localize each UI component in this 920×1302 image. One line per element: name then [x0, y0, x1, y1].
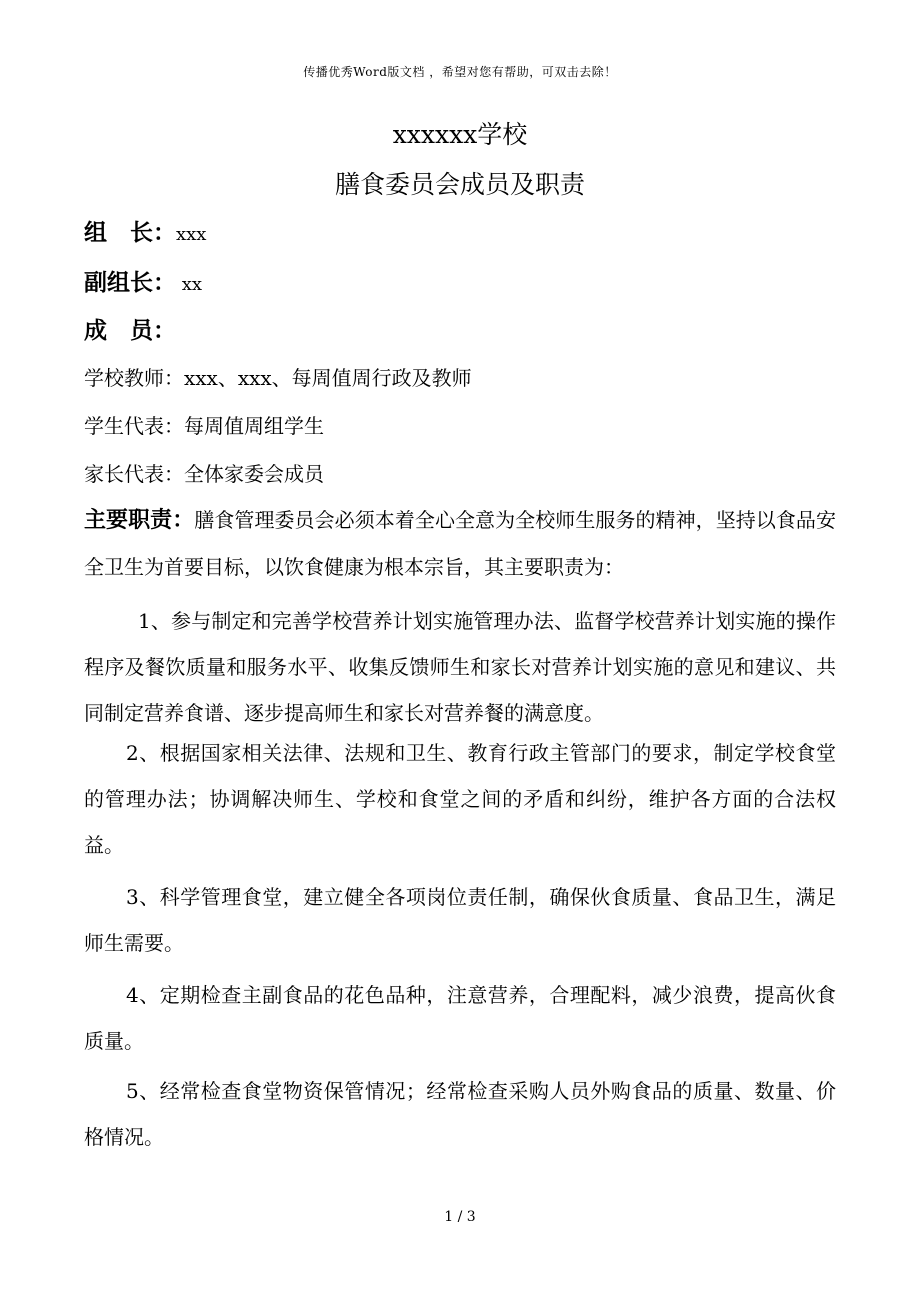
duty-item-5: 5、经常检查食堂物资保管情况；经常检查采购人员外购食品的质量、数量、价格情况。	[84, 1079, 836, 1149]
deputy-value: xx	[176, 274, 203, 295]
duty-item-2: 2、根据国家相关法律、法规和卫生、教育行政主管部门的要求，制定学校食堂的管理办法；协调解决师生、学校和食堂之间的矛盾和纠纷，维护各方面的合法权益。	[84, 741, 836, 857]
school-title: xxxxxx学校	[392, 120, 528, 149]
deputy-label: 副组长：	[84, 270, 176, 296]
leader-value: xxx	[176, 224, 207, 245]
header-note: 传播优秀Word版文档 ，希望对您有帮助，可双击去除！	[303, 65, 617, 79]
duties-intro: 膳食管理委员会必须本着全心全意为全校师生服务的精神，坚持以食品安全卫生为首要目标，以饮食健康为根本宗旨，其主要职责为：	[84, 508, 836, 579]
page-number: 1 / 3	[444, 1209, 476, 1225]
member-teachers: 学校教师：xxx、xxx、每周值周行政及教师	[84, 366, 472, 390]
duties-label: 主要职责：	[84, 508, 195, 533]
members-row	[84, 316, 176, 346]
document-title: 膳食委员会成员及职责	[334, 170, 585, 199]
duty-item-3: 3、科学管理食堂，建立健全各项岗位责任制，确保伙食质量、食品卫生，满足师生需要。	[84, 885, 836, 955]
leader-label: 组 长：	[84, 220, 176, 246]
duties-intro-paragraph	[84, 497, 836, 590]
leader-row	[84, 218, 206, 250]
duty-item-4: 4、定期检查主副食品的花色品种，注意营养，合理配料，减少浪费，提高伙食质量。	[84, 983, 836, 1053]
deputy-row	[84, 268, 202, 300]
member-parents: 家长代表：全体家委会成员	[84, 462, 324, 486]
member-students: 学生代表：每周值周组学生	[84, 414, 324, 438]
members-label: 成 员：	[84, 318, 176, 344]
duty-item-1: 1、参与制定和完善学校营养计划实施管理办法、监督学校营养计划实施的操作程序及餐饮质量和服务水平、收集反馈师生和家长对营养计划实施的意见和建议、共同制定营养食谱、逐步提高师生和家长对营养餐的满意度。	[84, 609, 836, 725]
